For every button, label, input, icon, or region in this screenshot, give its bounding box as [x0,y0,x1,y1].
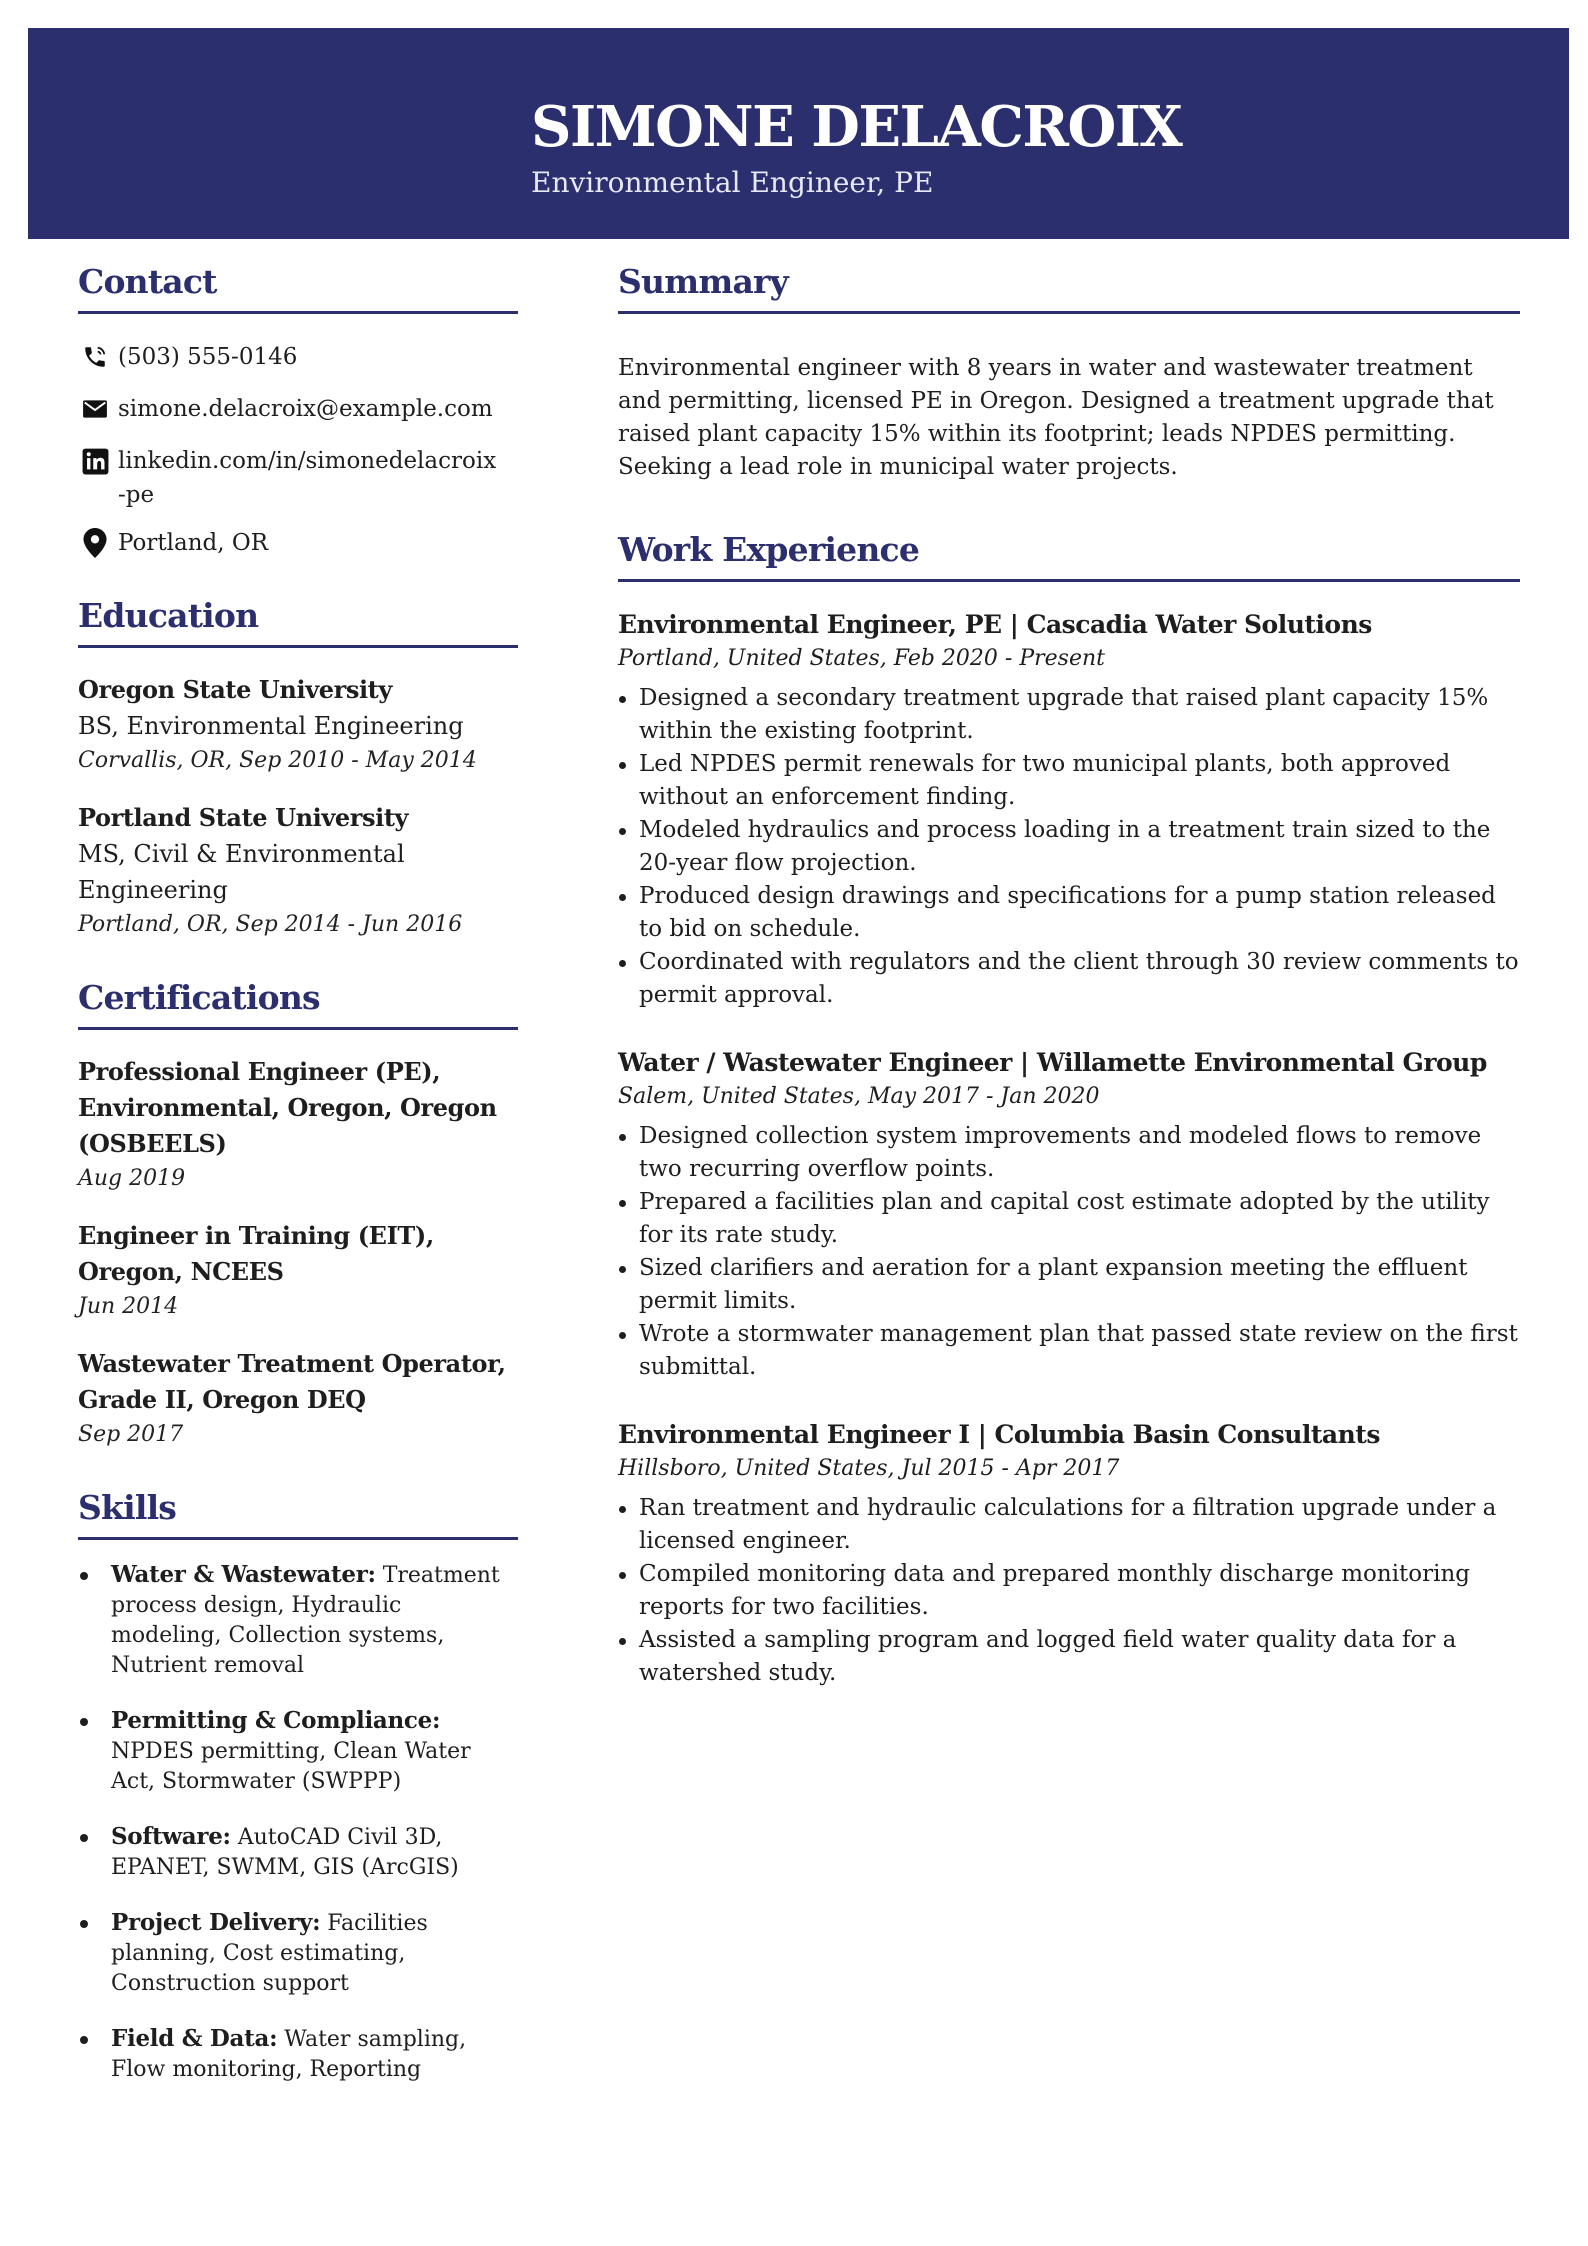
email-icon [78,392,112,426]
job-bullets [618,1120,1520,1384]
left-column [78,262,518,2110]
skill-category: Software: [111,1823,231,1850]
candidate-name: SIMONE DELACROIX [531,94,1182,160]
job-bullet: Led NPDES permit renewals for two municipal plants, both approved without an enforcement finding. [618,748,1520,814]
right-column [618,262,1520,1690]
contact-heading: Contact [78,262,518,314]
job-title: Environmental Engineer I | Columbia Basin Consultants [618,1420,1380,1449]
job-bullet: Coordinated with regulators and the client through 30 review comments to permit approval. [618,946,1520,1012]
resume-header [28,28,1569,239]
job-entry [618,1418,1520,1690]
contact-list [78,340,518,560]
contact-phone-text: (503) 555-0146 [118,344,298,370]
education-school: Portland State University [78,803,409,832]
skill-item [78,2024,518,2085]
job-bullet: Sized clarifiers and aeration for a plant expansion meeting the effluent permit limits. [618,1252,1520,1318]
job-bullets [618,1492,1520,1690]
job-bullet: Wrote a stormwater management plan that passed state review on the first submittal. [618,1318,1520,1384]
certification-item [78,1054,518,1196]
certification-date: Jun 2014 [78,1294,179,1319]
education-degree: BS, Environmental Engineering [78,712,464,740]
skills-heading: Skills [78,1488,518,1540]
education-meta: Corvallis, OR, Sep 2010 - May 2014 [78,748,477,773]
education-item [78,672,518,778]
contact-linkedin-text: linkedin.com/in/simonedelacroix-pe [118,448,497,508]
job-title: Water / Wastewater Engineer | Willamette Environmental Group [618,1048,1487,1077]
job-entry [618,1046,1520,1384]
skill-item [78,1908,518,1999]
job-meta: Hillsboro, United States, Jul 2015 - Apr 2017 [618,1456,1120,1481]
work-experience-heading: Work Experience [618,530,1520,582]
contact-email [78,392,518,426]
job-title: Environmental Engineer, PE | Cascadia Water Solutions [618,610,1372,639]
job-bullet: Ran treatment and hydraulic calculations for a filtration upgrade under a licensed engineer. [618,1492,1520,1558]
job-bullet: Prepared a facilities plan and capital cost estimate adopted by the utility for its rate study. [618,1186,1520,1252]
certification-date: Sep 2017 [78,1422,184,1447]
certifications-heading: Certifications [78,978,518,1030]
summary-heading: Summary [618,262,1520,314]
job-bullet: Modeled hydraulics and process loading in a treatment train sized to the 20-year flow projection. [618,814,1520,880]
contact-location-text: Portland, OR [118,530,269,556]
job-bullet: Designed collection system improvements and modeled flows to remove two recurring overflow points. [618,1120,1520,1186]
education-meta: Portland, OR, Sep 2014 - Jun 2016 [78,912,463,937]
skill-category: Field & Data: [111,2025,278,2052]
job-meta: Salem, United States, May 2017 - Jan 2020 [618,1084,1100,1109]
job-bullet: Assisted a sampling program and logged field water quality data for a watershed study. [618,1624,1520,1690]
skill-item [78,1706,518,1797]
certification-name: Wastewater Treatment Operator, Grade II, Oregon DEQ [78,1349,506,1414]
job-bullet: Designed a secondary treatment upgrade that raised plant capacity 15% within the existing footprint. [618,682,1520,748]
skill-item [78,1822,518,1883]
contact-linkedin [78,444,518,512]
job-bullets [618,682,1520,1012]
certification-item [78,1218,518,1324]
certification-name: Professional Engineer (PE), Environmental, Oregon, Oregon (OSBEELS) [78,1057,497,1158]
job-bullet: Compiled monitoring data and prepared monthly discharge monitoring reports for two facilities. [618,1558,1520,1624]
contact-phone [78,340,518,374]
job-entry [618,608,1520,1012]
certification-item [78,1346,518,1452]
certification-name: Engineer in Training (EIT), Oregon, NCEES [78,1221,434,1286]
candidate-title: Environmental Engineer, PE [531,166,934,199]
skill-details: Water sampling, Flow monitoring, Reporting [111,2027,467,2082]
skill-category: Permitting & Compliance: [111,1707,441,1734]
education-school: Oregon State University [78,675,392,704]
skill-details: AutoCAD Civil 3D, EPANET, SWMM, GIS (ArcGIS) [111,1825,459,1880]
summary-text: Environmental engineer with 8 years in water and wastewater treatment and permitting, licensed PE in Oregon. Designed a treatment upgrade that raised plant capacity 15% within its footprint; leads NPDES permitting. Seeking a lead role in municipal water projects. [618,355,1494,480]
skill-details: Facilities planning, Cost estimating, Construction support [111,1911,428,1996]
linkedin-icon [78,444,112,478]
job-bullet: Produced design drawings and specifications for a pump station released to bid on schedule. [618,880,1520,946]
phone-icon [78,340,112,374]
contact-location [78,526,518,560]
skill-category: Project Delivery: [111,1909,321,1936]
job-meta: Portland, United States, Feb 2020 - Present [618,646,1105,671]
education-heading: Education [78,596,518,648]
skill-details: NPDES permitting, Clean Water Act, Stormwater (SWPPP) [111,1739,471,1794]
skill-details: Treatment process design, Hydraulic modeling, Collection systems, Nutrient removal [111,1563,500,1678]
certification-date: Aug 2019 [78,1166,186,1191]
skills-list [78,1560,518,2085]
location-pin-icon [78,526,112,560]
education-degree: MS, Civil & Environmental Engineering [78,840,405,904]
skill-item [78,1560,518,1681]
skill-category: Water & Wastewater: [111,1561,376,1588]
education-item [78,800,518,942]
contact-email-text: simone.delacroix@example.com [118,396,493,422]
